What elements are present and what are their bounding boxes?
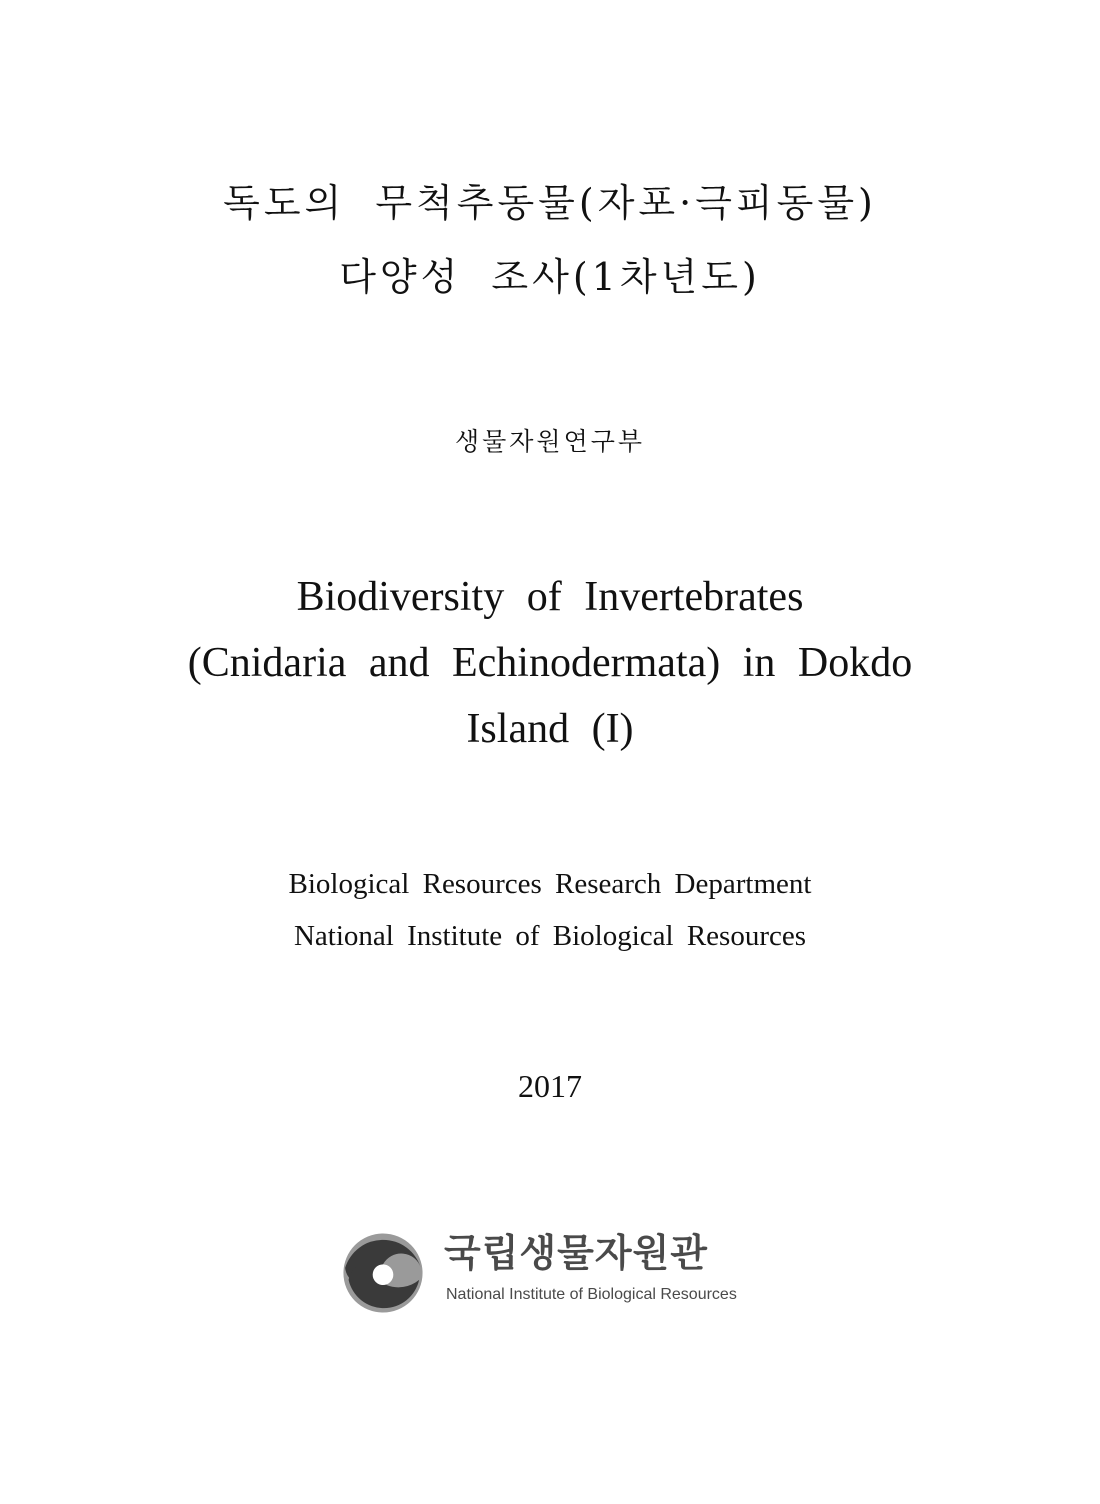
institute-logo bbox=[340, 1228, 780, 1318]
english-title-line-3: Island (I) bbox=[466, 706, 634, 752]
taegeuk-emblem-icon bbox=[340, 1230, 426, 1316]
logo-name-korean: 국립생물자원관 bbox=[444, 1231, 708, 1275]
english-department: Biological Resources Research Department bbox=[288, 868, 812, 900]
publication-year: 2017 bbox=[518, 1068, 582, 1104]
korean-title-line-1: 독도의 무척추동물(자포·극피동물) bbox=[223, 181, 877, 225]
logo-name-english: National Institute of Biological Resources bbox=[446, 1286, 737, 1303]
emblem-center-dot bbox=[373, 1264, 394, 1285]
english-title-line-2: (Cnidaria and Echinodermata) in Dokdo bbox=[187, 640, 913, 686]
english-institute: National Institute of Biological Resources bbox=[293, 920, 807, 952]
korean-department: 생물자원연구부 bbox=[454, 427, 646, 456]
english-title-line-1: Biodiversity of Invertebrates bbox=[296, 574, 804, 620]
korean-title-line-2: 다양성 조사(1차년도) bbox=[339, 255, 761, 299]
